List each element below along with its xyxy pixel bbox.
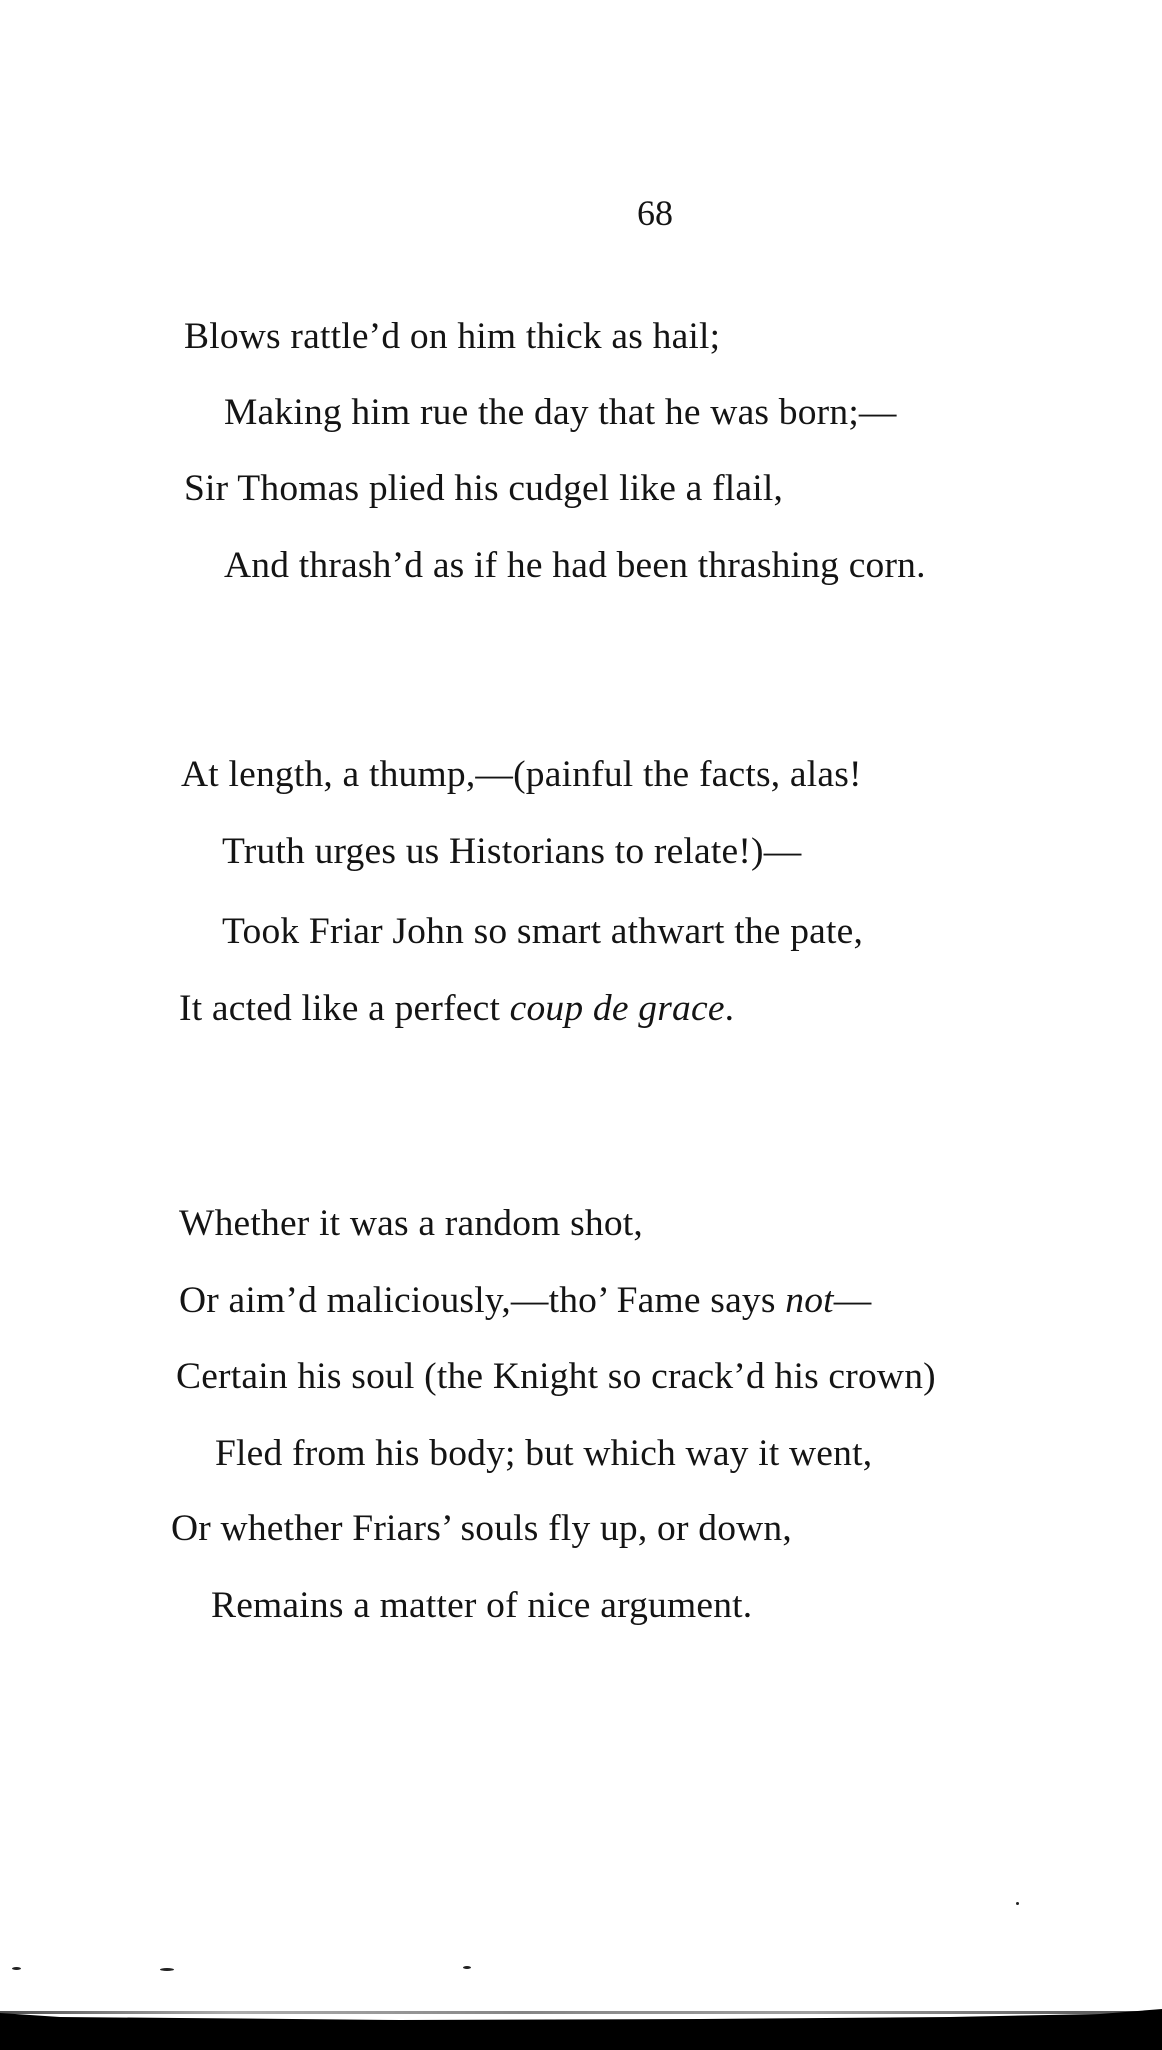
verse-line: Fled from his body; but which way it went, <box>215 1433 873 1474</box>
scan-speck <box>1016 1902 1019 1905</box>
scan-speck <box>160 1968 174 1971</box>
verse-text: It acted like a perfect <box>179 988 510 1029</box>
verse-text: Or aim’d maliciously,—tho’ Fame says <box>179 1280 786 1321</box>
verse-line: At length, a thump,—(painful the facts, alas! <box>181 754 862 795</box>
verse-text: — <box>833 1280 872 1321</box>
verse-italic: not <box>785 1280 834 1321</box>
page-bottom-edge <box>0 2024 1162 2050</box>
verse-line: Whether it was a random shot, <box>179 1203 644 1244</box>
verse-line: Truth urges us Historians to relate!)— <box>222 831 802 872</box>
verse-line: Making him rue the day that he was born;— <box>224 392 897 433</box>
page-number: 68 <box>637 193 673 233</box>
verse-italic: coup de grace <box>509 988 725 1029</box>
verse-line <box>179 990 734 1028</box>
scan-speck <box>12 1967 21 1970</box>
verse-line: Certain his soul (the Knight so crack’d his crown) <box>176 1356 936 1397</box>
verse-line: Remains a matter of nice argument. <box>211 1585 753 1626</box>
verse-line: Or whether Friars’ souls fly up, or down, <box>171 1508 792 1549</box>
verse-line: Sir Thomas plied his cudgel like a flail, <box>184 468 784 509</box>
scan-speck <box>463 1966 471 1969</box>
page-bottom-tear <box>0 2005 1162 2025</box>
verse-line: Took Friar John so smart athwart the pate, <box>222 911 864 952</box>
verse-line <box>179 1282 871 1320</box>
verse-line: Blows rattle’d on him thick as hail; <box>184 316 721 357</box>
verse-text: . <box>724 988 735 1029</box>
verse-line: And thrash’d as if he had been thrashing corn. <box>224 545 926 586</box>
